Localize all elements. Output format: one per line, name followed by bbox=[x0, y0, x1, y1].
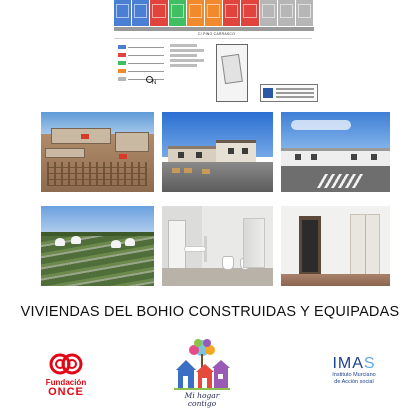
photo-bedroom bbox=[281, 206, 390, 286]
lot bbox=[150, 0, 168, 26]
legend-row bbox=[118, 68, 164, 74]
street-label: C/ PINO CARRASCO bbox=[198, 32, 236, 36]
lot bbox=[278, 0, 296, 26]
houses-tree-icon bbox=[172, 338, 232, 392]
plan-lots bbox=[114, 0, 314, 26]
hogar-text-line1: Mi hogar bbox=[184, 391, 220, 400]
plan-notes bbox=[170, 44, 204, 76]
site-plan bbox=[108, 0, 322, 104]
photo-finished-houses bbox=[281, 112, 390, 192]
lot bbox=[169, 0, 187, 26]
imas-sub-line1: Instituto Murciano bbox=[332, 372, 376, 378]
lot bbox=[223, 0, 241, 26]
once-logo-icon bbox=[49, 352, 83, 376]
imas-name-main: IMA bbox=[332, 355, 364, 372]
imas-name bbox=[318, 356, 390, 372]
logo-fundacion-once bbox=[30, 352, 102, 402]
location-map bbox=[216, 44, 248, 102]
imas-sub-line2: de Acción social bbox=[334, 379, 374, 385]
north-label: N bbox=[152, 80, 157, 86]
title-block-logo bbox=[263, 88, 273, 98]
plan-legend bbox=[118, 44, 164, 84]
photo-construction-foundation bbox=[41, 112, 154, 192]
plan-street bbox=[114, 27, 314, 31]
hogar-text-line2: contigo bbox=[187, 399, 217, 408]
photo-green-roof bbox=[41, 206, 154, 286]
legend-row bbox=[118, 60, 164, 66]
plan-divider bbox=[114, 38, 312, 39]
imas-name-accent: S bbox=[363, 355, 376, 372]
photo-houses-street bbox=[162, 112, 273, 192]
once-foundation-text: Fundación bbox=[45, 378, 87, 387]
photo-bathroom bbox=[162, 206, 273, 286]
title-block bbox=[260, 84, 318, 102]
legend-row bbox=[118, 76, 164, 82]
legend-row bbox=[118, 52, 164, 58]
logo-mi-hogar-contigo bbox=[170, 338, 234, 418]
lot bbox=[260, 0, 278, 26]
logo-imas bbox=[318, 356, 390, 396]
once-name-text: ONCE bbox=[48, 386, 84, 398]
lot bbox=[132, 0, 150, 26]
lot bbox=[296, 0, 314, 26]
page-title: VIVIENDAS DEL BOHIO CONSTRUIDAS Y EQUIPADAS bbox=[20, 304, 400, 320]
lot bbox=[205, 0, 223, 26]
legend-row bbox=[118, 44, 164, 50]
parcel-outline bbox=[221, 54, 243, 84]
lot bbox=[187, 0, 205, 26]
lot bbox=[241, 0, 259, 26]
lot bbox=[114, 0, 132, 26]
